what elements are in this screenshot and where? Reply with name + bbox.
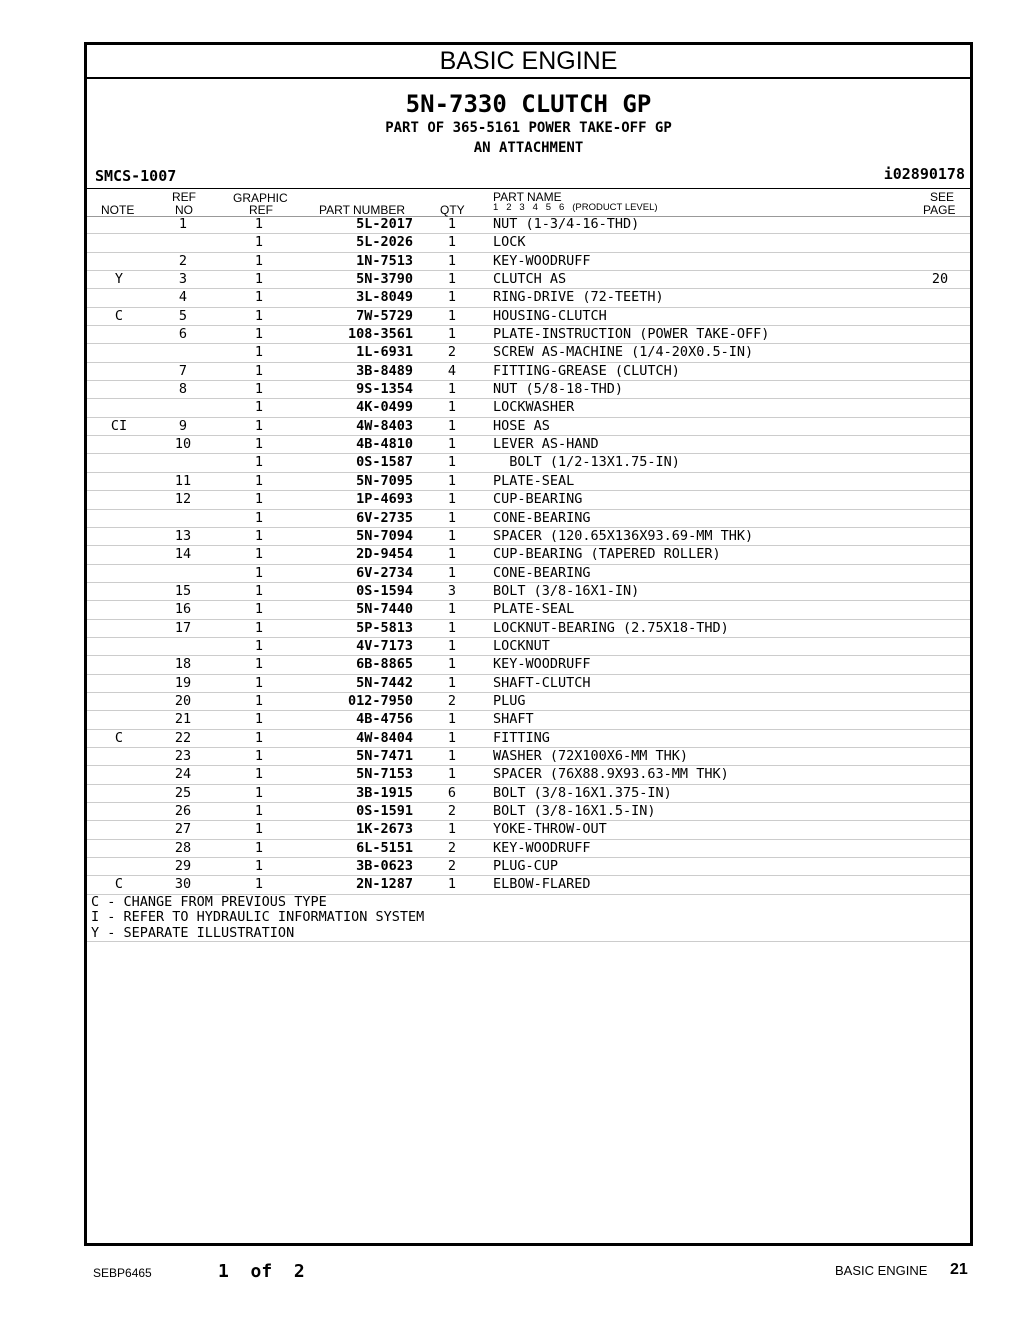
row-part-number: 6B-8865 [356,656,413,673]
row-note: C [114,876,124,893]
row-part-number: 4B-4810 [356,436,413,453]
row-graphic-ref: 1 [254,417,264,434]
row-part-number: 3B-0623 [356,858,413,875]
row-qty: 2 [447,858,457,875]
row-qty: 1 [447,472,457,489]
doc-number: SEBP6465 [93,1266,152,1280]
row-part-number: 0S-1591 [356,803,413,819]
row-part-number: 5L-2026 [356,234,413,251]
col-graphic-top: GRAPHIC [233,191,288,205]
row-graphic-ref: 1 [254,252,264,269]
row-ref-no: 23 [174,747,192,764]
row-part-name: LOCK [493,234,526,251]
row-part-number: 6V-2735 [356,509,413,526]
row-part-name: LOCKWASHER [493,399,575,416]
row-part-name: NUT (1-3/4-16-THD) [493,216,640,232]
table-row [87,858,970,876]
table-row [87,693,970,711]
row-part-number: 6L-5151 [356,839,413,856]
footer-section: BASIC ENGINE [835,1263,928,1278]
row-qty: 1 [447,326,457,343]
row-graphic-ref: 1 [254,344,264,361]
row-note: Y [114,271,124,288]
row-qty: 1 [447,509,457,526]
table-row [87,730,970,748]
table-row [87,418,970,436]
row-graphic-ref: 1 [254,582,264,599]
row-part-number: 4V-7173 [356,637,413,654]
col-part-number: PART NUMBER [319,203,406,217]
row-part-number: 4K-0499 [356,399,413,416]
row-graphic-ref: 1 [254,491,264,508]
row-graphic-ref: 1 [254,289,264,306]
table-row [87,234,970,252]
page-frame [84,42,973,1246]
row-part-name: KEY-WOODRUFF [493,252,591,269]
row-graphic-ref: 1 [254,674,264,691]
row-ref-no: 11 [174,472,192,489]
row-graphic-ref: 1 [254,381,264,398]
row-qty: 1 [447,234,457,251]
table-row [87,344,970,362]
row-qty: 1 [447,619,457,636]
row-part-number: 108-3561 [347,326,413,343]
row-part-name: ELBOW-FLARED [493,876,591,893]
col-see-top: SEE [930,190,955,204]
table-row [87,785,970,803]
table-row [87,803,970,821]
row-ref-no: 27 [174,821,192,838]
row-part-name: WASHER (72X100X6-MM THK) [493,747,689,764]
table-row [87,748,970,766]
row-part-name: CUP-BEARING [493,491,583,508]
row-part-name: BOLT (1/2-13X1.75-IN) [493,454,680,471]
row-part-name: BOLT (3/8-16X1.375-IN) [493,784,672,801]
row-graphic-ref: 1 [254,601,264,618]
row-ref-no: 19 [174,674,192,691]
table-row [87,399,970,417]
table-row [87,491,970,509]
row-part-number: 0S-1587 [356,454,413,471]
col-ref-bottom: NO [175,203,193,217]
table-row [87,675,970,693]
row-ref-no: 30 [174,876,192,893]
row-qty: 1 [447,656,457,673]
row-part-name: RING-DRIVE (72-TEETH) [493,289,664,306]
row-part-name: PLATE-SEAL [493,601,575,618]
row-qty: 1 [447,601,457,618]
row-qty: 2 [447,803,457,819]
page-of: 1 of 2 [218,1261,305,1282]
row-part-number: 2D-9454 [356,546,413,563]
row-qty: 1 [447,729,457,746]
row-part-name: PLUG [493,692,526,709]
row-part-number: 5N-7440 [356,601,413,618]
row-qty: 1 [447,491,457,508]
row-qty: 1 [447,711,457,728]
col-ref-top: REF [172,190,196,204]
row-part-number: 4W-8404 [356,729,413,746]
row-part-number: 1N-7513 [356,252,413,269]
row-qty: 1 [447,436,457,453]
row-graphic-ref: 1 [254,234,264,251]
row-ref-no: 1 [178,216,188,232]
table-row [87,289,970,307]
row-part-number: 9S-1354 [356,381,413,398]
table-row [87,565,970,583]
row-graphic-ref: 1 [254,747,264,764]
row-graphic-ref: 1 [254,307,264,324]
row-part-name: BOLT (3/8-16X1.5-IN) [493,803,656,819]
parts-table [87,216,970,942]
row-part-name: SHAFT [493,711,534,728]
row-qty: 1 [447,417,457,434]
row-part-name: KEY-WOODRUFF [493,839,591,856]
row-ref-no: 12 [174,491,192,508]
row-qty: 1 [447,307,457,324]
col-graphic-bottom: REF [249,203,273,217]
table-row [87,381,970,399]
row-part-name: SHAFT-CLUTCH [493,674,591,691]
table-row [87,436,970,454]
row-graphic-ref: 1 [254,564,264,581]
row-qty: 2 [447,344,457,361]
col-note: NOTE [101,203,135,217]
row-qty: 2 [447,692,457,709]
row-part-number: 1P-4693 [356,491,413,508]
section-header: BASIC ENGINE [87,45,970,79]
row-qty: 1 [447,637,457,654]
row-part-number: 5N-7095 [356,472,413,489]
row-graphic-ref: 1 [254,216,264,232]
row-graphic-ref: 1 [254,362,264,379]
table-row [87,326,970,344]
row-graphic-ref: 1 [254,509,264,526]
row-part-name: CONE-BEARING [493,564,591,581]
row-see-page: 20 [931,271,949,288]
row-ref-no: 6 [178,326,188,343]
row-part-name: PLUG-CUP [493,858,559,875]
row-ref-no: 22 [174,729,192,746]
table-row [87,271,970,289]
table-row [87,253,970,271]
row-part-number: 4B-4756 [356,711,413,728]
illustration-id: i02890178 [883,165,965,183]
row-ref-no: 15 [174,582,192,599]
row-graphic-ref: 1 [254,656,264,673]
row-graphic-ref: 1 [254,839,264,856]
row-part-number: 1L-6931 [356,344,413,361]
row-ref-no: 5 [178,307,188,324]
col-see-bottom: PAGE [923,203,956,217]
table-row [87,363,970,381]
footnote: C - CHANGE FROM PREVIOUS TYPE [91,893,327,910]
row-part-number: 7W-5729 [356,307,413,324]
table-row [87,766,970,784]
table-row [87,583,970,601]
footnote: I - REFER TO HYDRAULIC INFORMATION SYSTEM [91,909,425,926]
table-row [87,454,970,472]
row-part-name: KEY-WOODRUFF [493,656,591,673]
row-qty: 1 [447,876,457,893]
row-ref-no: 3 [178,271,188,288]
row-graphic-ref: 1 [254,692,264,709]
table-row [87,620,970,638]
row-graphic-ref: 1 [254,527,264,544]
row-graphic-ref: 1 [254,784,264,801]
table-row [87,216,970,234]
row-qty: 1 [447,289,457,306]
row-note: C [114,307,124,324]
row-part-number: 3B-1915 [356,784,413,801]
row-ref-no: 21 [174,711,192,728]
row-note: C [114,729,124,746]
row-ref-no: 25 [174,784,192,801]
row-qty: 1 [447,766,457,783]
subtitle-part-of: PART OF 365-5161 POWER TAKE-OFF GP [385,120,672,136]
row-ref-no: 10 [174,436,192,453]
row-qty: 1 [447,546,457,563]
row-ref-no: 9 [178,417,188,434]
row-ref-no: 28 [174,839,192,856]
row-part-name: HOUSING-CLUTCH [493,307,607,324]
row-part-name: LOCKNUT [493,637,550,654]
row-ref-no: 17 [174,619,192,636]
row-ref-no: 4 [178,289,188,306]
row-part-name: SPACER (76X88.9X93.63-MM THK) [493,766,729,783]
table-row [87,876,970,894]
row-ref-no: 14 [174,546,192,563]
row-part-number: 5L-2017 [356,216,413,232]
row-ref-no: 8 [178,381,188,398]
table-row [87,510,970,528]
row-qty: 1 [447,674,457,691]
row-part-name: SCREW AS-MACHINE (1/4-20X0.5-IN) [493,344,754,361]
row-part-number: 4W-8403 [356,417,413,434]
row-graphic-ref: 1 [254,326,264,343]
row-part-number: 3B-8489 [356,362,413,379]
row-part-name: BOLT (3/8-16X1-IN) [493,582,640,599]
row-part-number: 012-7950 [347,692,413,709]
row-part-number: 5P-5813 [356,619,413,636]
row-ref-no: 2 [178,252,188,269]
row-part-name: FITTING-GREASE (CLUTCH) [493,362,680,379]
row-graphic-ref: 1 [254,766,264,783]
row-graphic-ref: 1 [254,803,264,819]
row-part-number: 1K-2673 [356,821,413,838]
row-qty: 1 [447,821,457,838]
row-graphic-ref: 1 [254,876,264,893]
row-graphic-ref: 1 [254,711,264,728]
row-part-name: CONE-BEARING [493,509,591,526]
row-qty: 1 [447,399,457,416]
row-graphic-ref: 1 [254,637,264,654]
table-row [87,308,970,326]
row-part-number: 5N-7442 [356,674,413,691]
row-graphic-ref: 1 [254,472,264,489]
row-ref-no: 16 [174,601,192,618]
row-qty: 1 [447,747,457,764]
row-ref-no: 7 [178,362,188,379]
row-graphic-ref: 1 [254,436,264,453]
row-part-name: SPACER (120.65X136X93.69-MM THK) [493,527,754,544]
table-row [87,528,970,546]
row-ref-no: 13 [174,527,192,544]
row-part-name: HOSE AS [493,417,550,434]
row-qty: 1 [447,252,457,269]
row-part-number: 5N-7471 [356,747,413,764]
row-ref-no: 20 [174,692,192,709]
row-graphic-ref: 1 [254,399,264,416]
row-part-number: 5N-7153 [356,766,413,783]
row-part-name: LOCKNUT-BEARING (2.75X18-THD) [493,619,729,636]
table-row [87,840,970,858]
row-ref-no: 24 [174,766,192,783]
row-ref-no: 26 [174,803,192,819]
row-qty: 2 [447,839,457,856]
group-title: 5N-7330 CLUTCH GP [405,90,652,118]
row-qty: 1 [447,381,457,398]
table-row [87,601,970,619]
footnote: Y - SEPARATE ILLUSTRATION [87,926,970,942]
row-qty: 1 [447,454,457,471]
row-qty: 1 [447,271,457,288]
row-part-number: 3L-8049 [356,289,413,306]
subtitle-attachment: AN ATTACHMENT [473,140,584,156]
row-note: CI [110,417,128,434]
column-header [87,188,970,217]
row-qty: 3 [447,582,457,599]
col-qty: QTY [440,203,465,217]
row-qty: 1 [447,564,457,581]
row-qty: 1 [447,527,457,544]
row-graphic-ref: 1 [254,729,264,746]
page-number: 21 [950,1261,968,1278]
row-part-name: LEVER AS-HAND [493,436,599,453]
col-product-levels: 1 2 3 4 5 6 (PRODUCT LEVEL) [493,202,658,213]
row-graphic-ref: 1 [254,858,264,875]
row-graphic-ref: 1 [254,271,264,288]
smcs-code: SMCS-1007 [95,167,177,185]
table-row [87,711,970,729]
table-row [87,473,970,491]
table-row [87,821,970,839]
table-row [87,656,970,674]
row-part-number: 6V-2734 [356,564,413,581]
row-part-name: YOKE-THROW-OUT [493,821,607,838]
col-part-name: PART NAME [493,190,562,204]
table-row [87,546,970,564]
row-part-name: NUT (5/8-18-THD) [493,381,624,398]
row-part-number: 5N-7094 [356,527,413,544]
row-qty: 4 [447,362,457,379]
table-row [87,638,970,656]
row-graphic-ref: 1 [254,546,264,563]
row-graphic-ref: 1 [254,454,264,471]
row-part-number: 5N-3790 [356,271,413,288]
row-qty: 1 [447,216,457,232]
row-qty: 6 [447,784,457,801]
row-part-name: PLATE-SEAL [493,472,575,489]
row-part-name: PLATE-INSTRUCTION (POWER TAKE-OFF) [493,326,770,343]
row-part-name: CLUTCH AS [493,271,567,288]
row-part-number: 2N-1287 [356,876,413,893]
row-part-name: FITTING [493,729,550,746]
row-ref-no: 29 [174,858,192,875]
row-graphic-ref: 1 [254,619,264,636]
row-ref-no: 18 [174,656,192,673]
row-part-name: CUP-BEARING (TAPERED ROLLER) [493,546,721,563]
row-graphic-ref: 1 [254,821,264,838]
row-part-number: 0S-1594 [356,582,413,599]
